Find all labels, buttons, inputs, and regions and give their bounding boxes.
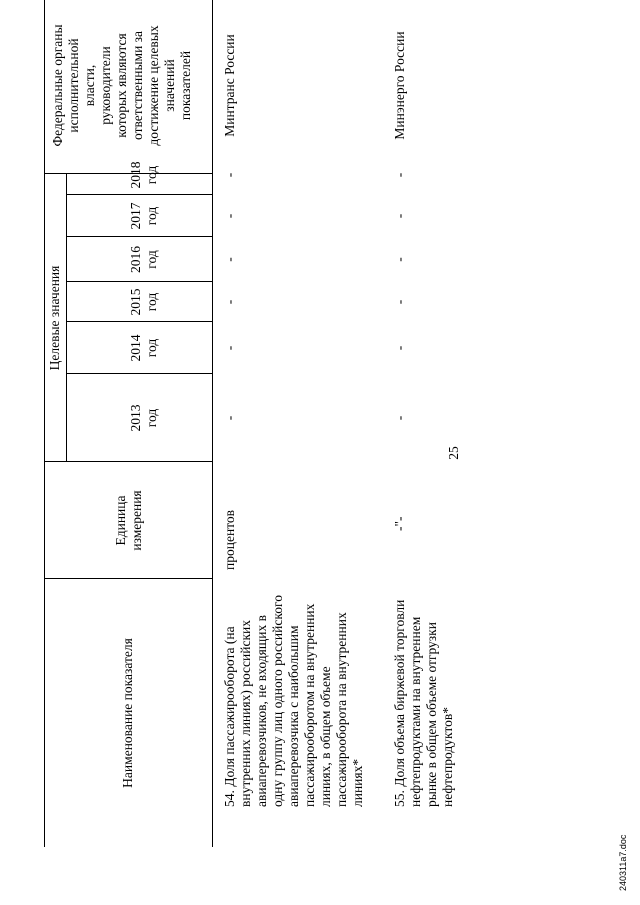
header-agencies-line-6: ответственными за bbox=[130, 31, 145, 140]
row-55-value-2014: - bbox=[392, 345, 407, 351]
row-54-value-2014: - bbox=[222, 345, 237, 351]
row-55-name-line-3: рынке в общем объеме отгрузки bbox=[424, 622, 439, 807]
row-54-name-line-8: пассажирооборота на внутренних bbox=[334, 612, 349, 807]
header-agencies-line-7: достижение целевых bbox=[146, 25, 161, 146]
header-year-2014-suffix: год bbox=[144, 338, 159, 358]
row-55-value-2018: - bbox=[392, 172, 407, 178]
row-55-name-line-2: нефтепродуктами на внутреннем bbox=[408, 616, 423, 807]
row-55-value-2017: - bbox=[392, 213, 407, 219]
row-55-agency: Минэнерго России bbox=[392, 31, 407, 140]
row-54-name-line-9: линиях* bbox=[350, 758, 365, 807]
row-54-name-line-2: внутренних линиях) российских bbox=[238, 620, 253, 807]
header-unit-line-1: Единица bbox=[113, 495, 128, 546]
header-agencies-line-9: показателей bbox=[178, 50, 193, 121]
header-year-2016: 2016 bbox=[128, 246, 143, 273]
row-54-name-line-3: авиаперевозчиков, не входящих в bbox=[254, 615, 269, 807]
header-year-2018-suffix: год bbox=[144, 165, 159, 185]
row-55-value-2013: - bbox=[392, 415, 407, 421]
row-55-name-line-4: нефтепродуктов* bbox=[440, 707, 455, 807]
row-54-name-line-1: 54. Доля пассажирооборота (на bbox=[222, 626, 237, 807]
table-top-border bbox=[44, 0, 45, 847]
header-bottom-border bbox=[212, 0, 213, 847]
row-54-agency: Минтранс России bbox=[222, 34, 237, 137]
row-54-value-2015: - bbox=[222, 299, 237, 305]
header-year-2017: 2017 bbox=[128, 202, 143, 230]
targets-header-divider bbox=[66, 174, 67, 462]
row-54-value-2013: - bbox=[222, 415, 237, 421]
header-year-2015-suffix: год bbox=[144, 292, 159, 312]
row-55-name-line-1: 55. Доля объема биржевой торговли bbox=[392, 599, 407, 807]
row-54-name-line-4: одну группу лиц одного российского bbox=[270, 595, 285, 807]
header-targets-group: Целевые значения bbox=[47, 265, 62, 371]
row-54-name-line-7: линиях, в общем объеме bbox=[318, 666, 333, 807]
row-55-value-2016: - bbox=[392, 257, 407, 262]
row-54-name-line-6: пассажирооборотом на внутренних bbox=[302, 603, 317, 807]
header-year-2016-suffix: год bbox=[144, 250, 159, 269]
row-55-unit: -"- bbox=[392, 516, 407, 531]
header-year-2014: 2014 bbox=[128, 334, 143, 362]
header-year-2018: 2018 bbox=[128, 161, 143, 189]
row-54-unit: процентов bbox=[222, 509, 237, 570]
header-agencies-line-3: власти, bbox=[82, 64, 97, 107]
header-agencies-line-2: исполнительной bbox=[66, 38, 81, 133]
row-55-value-2015: - bbox=[392, 299, 407, 305]
row-54-value-2016: - bbox=[222, 257, 237, 262]
header-agencies-line-8: значений bbox=[162, 59, 177, 112]
header-year-2017-suffix: год bbox=[144, 206, 159, 226]
row-54-name-line-5: авиаперевозчика с наибольшим bbox=[286, 625, 301, 807]
row-54-value-2017: - bbox=[222, 213, 237, 219]
header-year-2013-suffix: год bbox=[144, 408, 159, 428]
header-agencies-line-1: Федеральные органы bbox=[50, 24, 65, 147]
header-unit-line-2: измерения bbox=[129, 490, 144, 551]
header-agencies-line-5: которых являются bbox=[114, 33, 129, 138]
header-name: Наименование показателя bbox=[120, 638, 135, 788]
row-54-value-2018: - bbox=[222, 172, 237, 178]
page-number: 25 bbox=[446, 446, 461, 460]
header-year-2015: 2015 bbox=[128, 288, 143, 316]
header-year-2013: 2013 bbox=[128, 404, 143, 432]
header-agencies-line-4: руководители bbox=[98, 46, 113, 125]
footer-filename: 240311a7.doc bbox=[618, 834, 628, 891]
